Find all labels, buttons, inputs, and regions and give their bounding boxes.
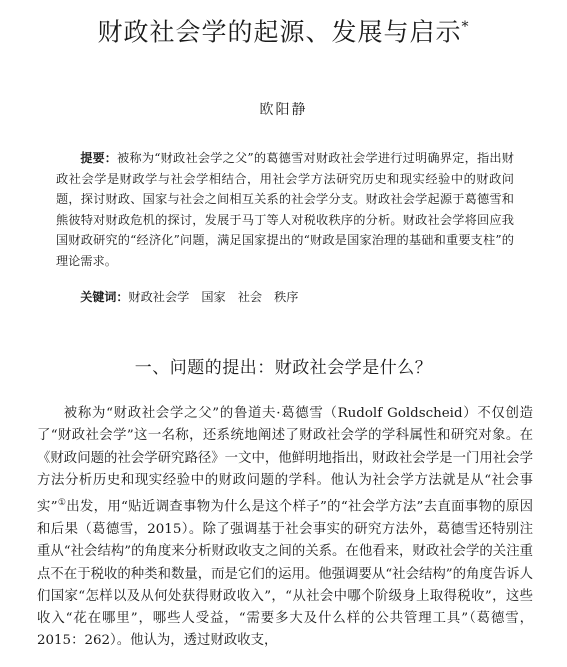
- body-text-part2: 出发，用“贴近调查事物为什么是这个样子”的“社会学方法”去直面事物的原因和后果（葛德雪，2015）。除了强调基于社会事实的研究方法外，葛德雪还特别注重从“社会结构”的角度来分析财政收支之间的关系。在他看来，财政社会学的关注重点不在于税收的种类和数量，而是它们的运用。他强调要从“社会结构”的角度告诉人们国家“怎样以及从何处获得财政收入”，“从社会中哪个阶级身上取得税收”，这些收入“花在哪里”，哪些人受益，“需要多大及什么样的公共管理工具”（葛德雪，2015：262）。他认为，透过财政收支，: [37, 499, 533, 649]
- abstract-text: 被称为“财政社会学之父”的葛德雪对财政社会学进行过明确界定，指出财政社会学是财政学与社会学相结合，用社会学方法研究历史和现实经验中的财政问题，探讨财政、国家与社会之间相互关系的社会学分支。财政社会学起源于葛德雪和熊彼特对财政危机的探讨，发展于马丁等人对税收秩序的分析。财政社会学将回应我国财政研究的“经济化”问题，满足国家提出的“财政是国家治理的基础和重要支柱”的理论需求。: [56, 151, 514, 268]
- body-paragraph: [37, 403, 533, 653]
- keyword: 国家: [201, 290, 226, 304]
- paper-title-text: 财政社会学的起源、发展与启示: [97, 17, 462, 47]
- keyword: 社会: [237, 290, 263, 304]
- author-name: 欧阳静: [259, 102, 308, 118]
- footnote-marker[interactable]: ①: [57, 498, 67, 509]
- paper-title: [0, 10, 567, 49]
- body-text-part1: 被称为“财政社会学之父”的鲁道夫·葛德雪（Rudolf Goldscheid）不仅创造了“财政社会学”这一名称，还系统地阐述了财政社会学的学科属性和研究对象。在《财政问题的社会学研究路径》一文中，他鲜明地指出，财政社会学是一门用社会学方法分析历史和现实经验中的财政问题的学科。他认为社会学方法就是从“社会事实”: [37, 406, 533, 515]
- abstract-label: 提要：: [80, 151, 118, 165]
- abstract: [56, 148, 514, 272]
- keyword: 财政社会学: [128, 290, 190, 304]
- title-footnote-mark: *: [461, 19, 470, 35]
- keyword: 秩序: [274, 290, 299, 304]
- keywords: [56, 287, 514, 307]
- section-heading: 一、问题的提出：财政社会学是什么？: [134, 358, 433, 378]
- keywords-label: 关键词：: [80, 290, 129, 304]
